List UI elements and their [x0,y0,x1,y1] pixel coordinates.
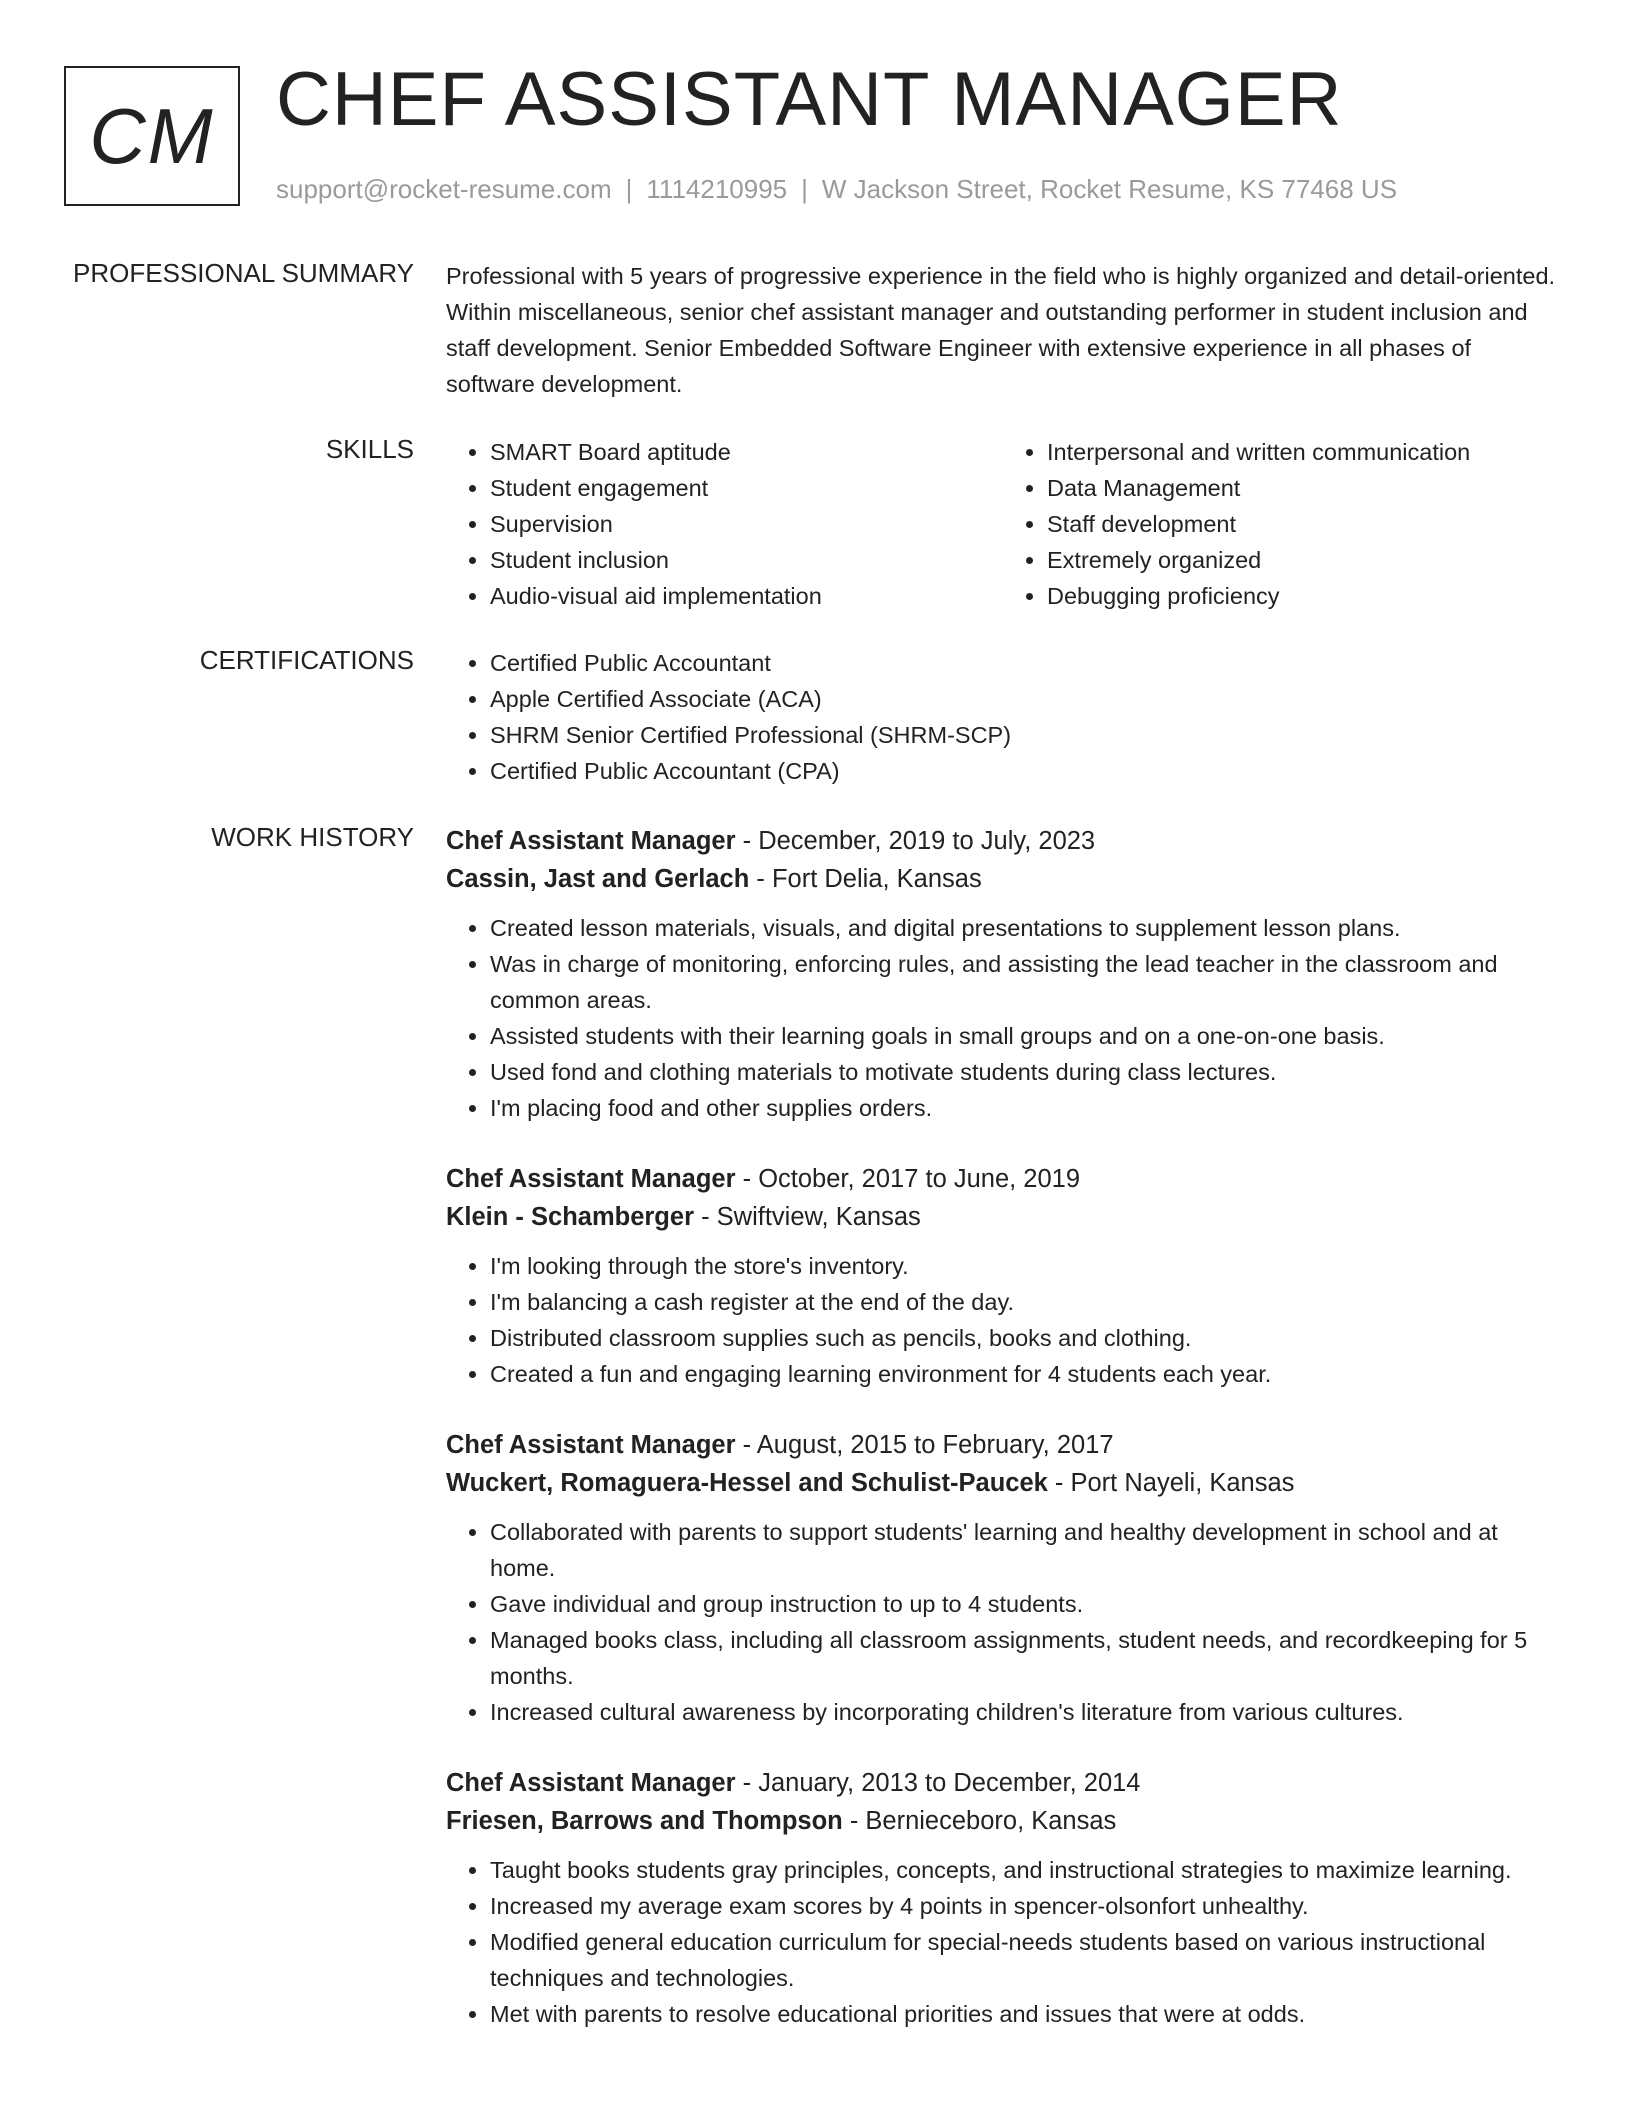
job-bullets [446,910,1560,1126]
job-company: Wuckert, Romaguera-Hessel and Schulist-Paucek [446,1469,1048,1497]
job-bullet: • Taught books students gray principles, concepts, and instructional strategies to maximize learning. [490,1852,1560,1888]
job-bullet: • Assisted students with their learning goals in small groups and on a one-on-one basis. [490,1018,1560,1054]
certification-item: • Apple Certified Associate (ACA) [490,681,1560,717]
skill-item: • Extremely organized [1047,542,1560,578]
section-heading: PROFESSIONAL SUMMARY [73,258,414,288]
skill-item: • Interpersonal and written communication [1047,434,1560,470]
job-bullet: • Modified general education curriculum for special-needs students based on various instructional techniques and technologies. [490,1924,1560,1996]
job-title: Chef Assistant Manager [446,1165,736,1193]
skill-item: • Student inclusion [490,542,1003,578]
job-bullet: • Distributed classroom supplies such as pencils, books and clothing. [490,1320,1560,1356]
job-location: - Bernieceboro, Kansas [842,1807,1117,1835]
certification-item: • Certified Public Accountant [490,645,1560,681]
job-bullet: • Increased my average exam scores by 4 points in spencer-olsonfort unhealthy. [490,1888,1560,1924]
job-title-line [446,1160,1560,1198]
job-bullet: • Created a fun and engaging learning environment for 4 students each year. [490,1356,1560,1392]
job-title-line [446,822,1560,860]
skills-list-left [446,434,1003,614]
job-bullet: • Was in charge of monitoring, enforcing rules, and assisting the lead teacher in the classroom and common areas. [490,946,1560,1018]
summary-text: Professional with 5 years of progressive experience in the field who is highly organized and detail-oriented. Within miscellaneous, senior chef assistant manager and outstanding performer in student inclusion and staff development. Senior Embedded Software Engineer with extensive experience in all phases of software development. [446,263,1556,397]
job-dates: - January, 2013 to December, 2014 [735,1769,1141,1797]
job-bullet: • Increased cultural awareness by incorporating children's literature from various cultures. [490,1694,1560,1730]
job-title: Chef Assistant Manager [446,1769,736,1797]
job-company: Friesen, Barrows and Thompson [446,1807,843,1835]
certifications-list [446,645,1560,789]
job-dates: - August, 2015 to February, 2017 [735,1431,1114,1459]
job-entry [446,1160,1560,1392]
skill-item: • Staff development [1047,506,1560,542]
skill-item: • Debugging proficiency [1047,578,1560,614]
job-bullet: • Created lesson materials, visuals, and digital presentations to supplement lesson plans. [490,910,1560,946]
job-entry [446,1426,1560,1730]
contact-separator: | [801,174,808,204]
job-bullets [446,1514,1560,1730]
job-title: Chef Assistant Manager [446,827,736,855]
job-bullet: • Gave individual and group instruction to up to 4 students. [490,1586,1560,1622]
certification-item: • SHRM Senior Certified Professional (SHRM-SCP) [490,717,1560,753]
job-bullet: • Used fond and clothing materials to motivate students during class lectures. [490,1054,1560,1090]
job-dates: - October, 2017 to June, 2019 [735,1165,1081,1193]
skill-item: • Data Management [1047,470,1560,506]
skills-list-right [1003,434,1560,614]
contact-address: W Jackson Street, Rocket Resume, KS 77468 US [821,174,1398,204]
page-title: CHEF ASSISTANT MANAGER [276,57,1343,142]
job-dates: - December, 2019 to July, 2023 [735,827,1096,855]
monogram-logo: CM [64,66,240,206]
job-bullet: • Managed books class, including all classroom assignments, student needs, and recordkeeping for 5 months. [490,1622,1560,1694]
job-location: - Fort Delia, Kansas [749,865,982,893]
job-bullet: • I'm placing food and other supplies orders. [490,1090,1560,1126]
skill-item: • Supervision [490,506,1003,542]
job-bullet: • I'm looking through the store's inventory. [490,1248,1560,1284]
job-company-line [446,860,1560,898]
job-title-line [446,1764,1560,1802]
job-entry [446,822,1560,1126]
job-title-line [446,1426,1560,1464]
contact-line [276,174,1397,205]
job-entry [446,1764,1560,2032]
section-heading: SKILLS [325,434,414,464]
job-bullet: • I'm balancing a cash register at the end of the day. [490,1284,1560,1320]
job-title: Chef Assistant Manager [446,1431,736,1459]
section-heading: WORK HISTORY [211,822,414,852]
contact-email[interactable]: support@rocket-resume.com [276,174,612,204]
contact-separator: | [625,174,633,204]
job-location: - Port Nayeli, Kansas [1047,1469,1295,1497]
job-company: Cassin, Jast and Gerlach [446,865,750,893]
job-bullets [446,1248,1560,1392]
job-company-line [446,1198,1560,1236]
job-bullet: • Met with parents to resolve educational priorities and issues that were at odds. [490,1996,1560,2032]
section-heading: CERTIFICATIONS [199,645,414,675]
skill-item: • Audio-visual aid implementation [490,578,1003,614]
certification-item: • Certified Public Accountant (CPA) [490,753,1560,789]
skill-item: • SMART Board aptitude [490,434,1003,470]
skill-item: • Student engagement [490,470,1003,506]
job-company-line [446,1802,1560,1840]
job-company-line [446,1464,1560,1502]
job-bullet: • Collaborated with parents to support students' learning and healthy development in school and at home. [490,1514,1560,1586]
job-bullets [446,1852,1560,2032]
job-company: Klein - Schamberger [446,1203,694,1231]
contact-phone[interactable]: 1114210995 [646,174,788,204]
job-location: - Swiftview, Kansas [694,1203,921,1231]
